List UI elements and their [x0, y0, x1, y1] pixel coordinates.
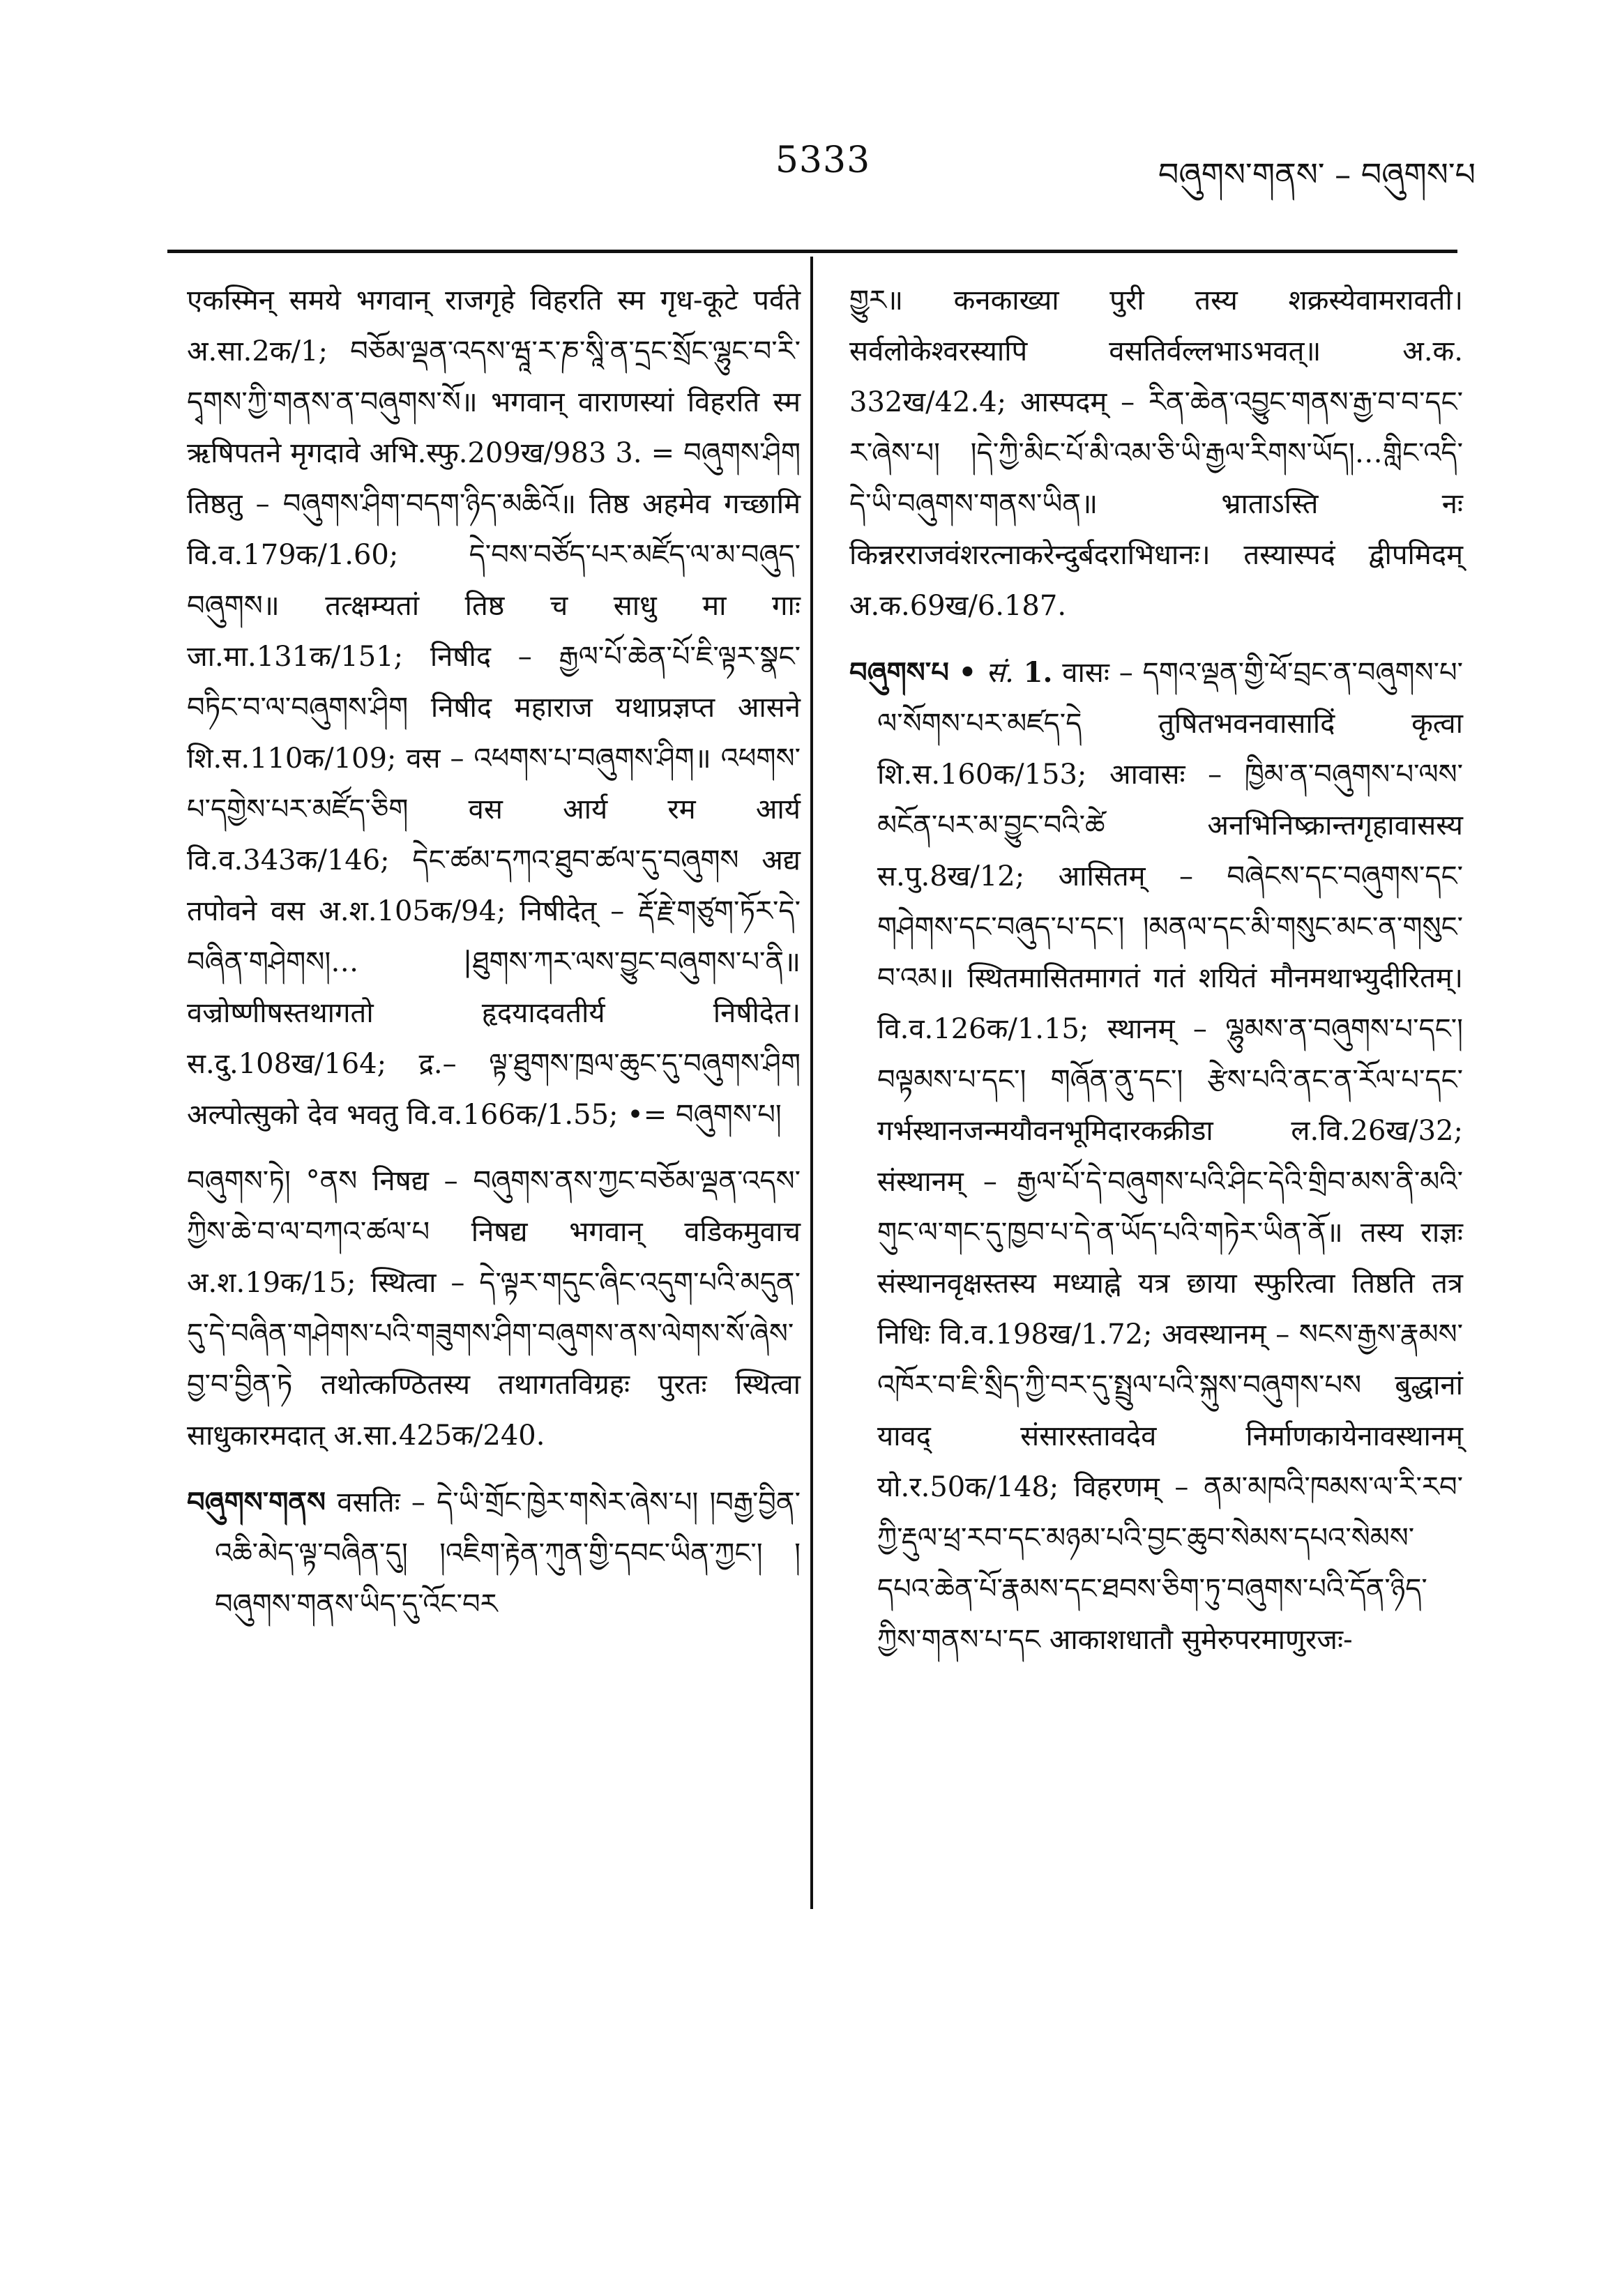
entry-continuation: གྱུར॥ कनकाख्या पुरी तस्य शक्रस्येवामरावती। सर्वलोकेश्वरस्यापि वसतिर्वल्लभाऽभवत्॥ अ.क. 332ख/42.4; आस्पदम् – རིན་ཆེན་འབྱུང་གནས་རྒྱ་བ་བ་དང་ར་ཞེས་པ། །དེ་ཀྱི་མིང་པོ་མི་འམ་ཅི་ཡི་རྒྱལ་རིགས་ཡོད།…གླིང་འདི་དེ་ཡི་བཞུགས་གནས་ཡིན॥ भ्राताऽस्ति नः किन्नरराजवंशरत्नाकरेन्दुर्बदराभिधानः। तस्यास्पदं द्वीपमिदम् अ.क.69ख/6.187.	[849, 284, 1463, 622]
header-rule	[167, 250, 1457, 253]
entry-bullet: •	[958, 656, 977, 689]
entry-body: वासः – དགའ་ལྡན་གྱི་ཕོ་བྲང་ན་བཞུགས་པ་ལ་སོགས་པར་མཛད་དེ तुषितभवनवासादिं कृत्वा शि.स.160क/153; आवासः – ཁྱིམ་ན་བཞུགས་པ་ལས་མངོན་པར་མ་བྱུང་བའི་ཚེ अनभिनिष्क्रान्तगृहावासस्य स.पु.8ख/12; आसितम् – བཞེངས་དང་བཞུགས་དང་གཤེགས་དང་བཞུད་པ་དང་། །མནལ་དང་མི་གསུང་མང་ན་གསུང་བ་འམ॥ स्थितमासितमागतं गतं शयितं मौनमथाभ्युदीरितम्। वि.व.126क/1.15; स्थानम् – ལྷུམས་ན་བཞུགས་པ་དང་། བལྟམས་པ་དང་། གཞོན་ནུ་དང་། རྩེས་པའི་ནང་ན་རོལ་པ་དང་ गर्भस्थानजन्मयौवनभूमिदारकक्रीडा ल.वि.26ख/32; संस्थानम् – རྒྱལ་པོ་དེ་བཞུགས་པའི་ཤིང་དེའི་གྲིབ་མས་ནི་མའི་གུང་ལ་གང་དུ་ཁྱབ་པ་དེ་ན་ཡོད་པའི་གཏེར་ཡིན་ནོ॥ तस्य राज्ञः संस्थानवृक्षस्तस्य मध्याह्ने यत्र छाया स्फुरित्वा तिष्ठति तत्र निधिः वि.व.198ख/1.72; अवस्थानम् – སངས་རྒྱས་རྣམས་འཁོར་བ་ཇི་སྲིད་ཀྱི་བར་དུ་སྤྲུལ་པའི་སྐུས་བཞུགས་པས बुद्धानां यावद् संसारस्तावदेव निर्माणकायेनावस्थानम् यो.र.50क/148; विहरणम् – ནམ་མཁའི་ཁམས་ལ་རི་རབ་ཀྱི་རྡུལ་ཕྲ་རབ་དང་མཉམ་པའི་བྱང་ཆུབ་སེམས་དཔའ་སེམས་དཔའ་ཆེན་པོ་རྣམས་དང་ཐབས་ཅིག་ཏུ་བཞུགས་པའི་དོན་ཉིད་ཀྱིས་གནས་པ་དང आकाशधातौ सुमेरुपरमाणुरजः-	[877, 657, 1464, 1656]
entry-continuation: एकस्मिन् समये भगवान् राजगृहे विहरति स्म गृध-कूटे पर्वते अ.सा.2क/1; བཅོམ་ལྡན་འདས་ཝཱ་ར་ཎ་སཱི་ན་དྲང་སྲོང་ལྷུང་བ་རི་དྭགས་ཀྱི་གནས་ན་བཞུགས་སོ॥ भगवान् वाराणस्यां विहरति स्म ऋषिपतने मृगदावे अभि.स्फु.209ख/983 3. = བཞུགས་ཤིག तिष्ठतु – བཞུགས་ཤིག་བདག་ཉིད་མཆིའོ॥ तिष्ठ अहमेव गच्छामि वि.व.179क/1.60; དེ་བས་བཙོད་པར་མཛོད་ལ་མ་བཞུད་བཞུགས॥ तत्क्षम्यतां तिष्ठ च साधु मा गाः जा.मा.131क/151; निषीद – རྒྱལ་པོ་ཆེན་པོ་ཇི་ལྟར་སྣང་བཏིང་བ་ལ་བཞུགས་ཤིག निषीद महाराज यथाप्रज्ञप्त आसने शि.स.110क/109; वस – འཕགས་པ་བཞུགས་ཤིག॥ འཕགས་པ་དགྱེས་པར་མཛོད་ཅིག वस आर्य रम आर्य वि.व.343क/146; དེང་ཚམ་དཀའ་ཐུབ་ཚལ་དུ་བཞུགས अद्य तपोवने वस अ.श.105क/94; निषीदेत् – རྡོ་རྗེ་གཙུག་ཏོར་དེ་བཞིན་གཤེགས།… |ཐུགས་ཀར་ལས་བྱུང་བཞུགས་པ་ནི॥ वज्रोष्णीषस्तथागतो हृदयादवतीर्य निषीदेत। स.दु.108ख/164; द्र.– ལྟ་ཐུགས་ཁྲལ་ཆུང་དུ་བཞུགས་ཤིག अल्पोत्सुको देव भवतु वि.व.166क/1.55; •= བཞུགས་པ།	[187, 284, 801, 1131]
entry-subentry: བཞུགས་ཏེ། °ནས निषद्य – བཞུགས་ནས་ཀྱང་བཅོམ་ལྡན་འདས་ཀྱིས་ཆེ་བ་ལ་བཀའ་ཚལ་པ निषद्य भगवान् वडिकमुवाच अ.श.19क/15; स्थित्वा – དེ་ལྟར་གདུང་ཞིང་འདུག་པའི་མདུན་དུ་དེ་བཞིན་གཤེགས་པའི་གཟུགས་ཤིག་བཞུགས་ནས་ལེགས་སོ་ཞེས་བྱ་བ་བྱིན་ཏེ तथोत्कण्ठितस्य तथागतविग्रहः पुरतः स्थित्वा साधुकारमदात् अ.सा.425क/240.	[187, 1165, 801, 1452]
page-number: 5333	[775, 139, 871, 181]
entry-headword: བཞུགས་གནས	[187, 1486, 326, 1519]
dictionary-entry	[849, 647, 1463, 1666]
column-divider	[810, 257, 813, 1909]
entry-grammar-label: सं.	[986, 657, 1014, 689]
entry-sense-number: 1.	[1023, 656, 1053, 689]
dictionary-entry	[187, 1477, 801, 1630]
left-column	[187, 275, 801, 1630]
right-column	[849, 275, 1463, 1666]
entry-headword: བཞུགས་པ	[849, 656, 949, 689]
running-head: བཞུགས་གནས་ – བཞུགས་པ	[1158, 155, 1476, 193]
entry-body: वसतिः – དེ་ཡི་གྲོང་ཁྱེར་གསེར་ཞེས་པ། །བརྒྱ་བྱིན་འཆི་མེད་ལྟ་བཞིན་དུ། །འཇིག་རྟེན་ཀུན་གྱི་དབང་ཡིན་ཀྱང་། །བཞུགས་གནས་ཡིད་དུ་འོང་བར	[215, 1487, 801, 1620]
